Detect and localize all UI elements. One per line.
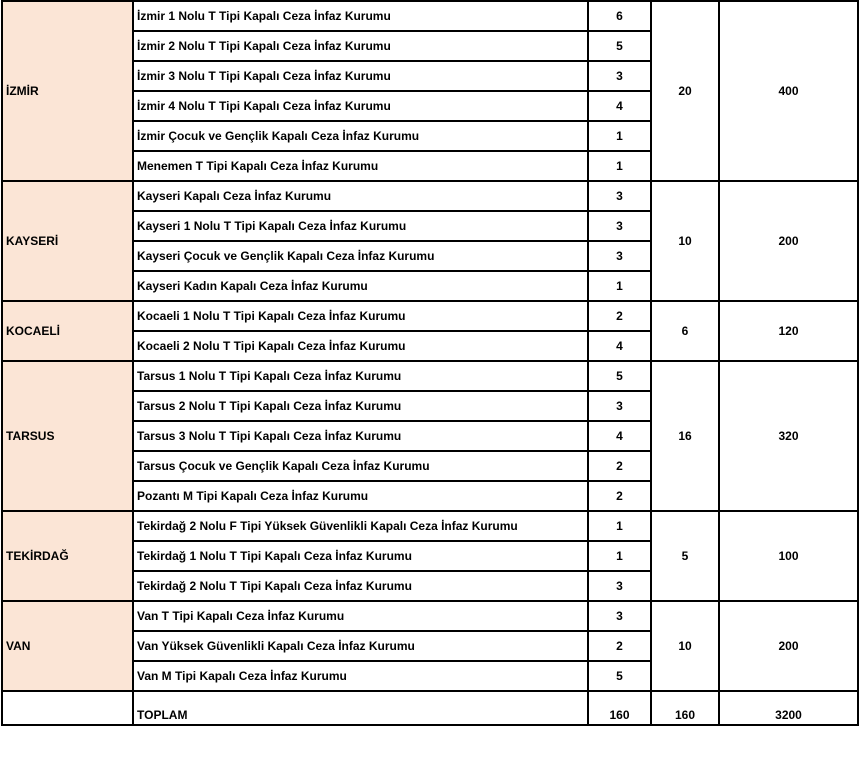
city-quota: 200 bbox=[719, 601, 858, 691]
table-row bbox=[2, 511, 858, 541]
institution-count: 4 bbox=[588, 91, 651, 121]
institution-name: İzmir Çocuk ve Gençlik Kapalı Ceza İnfaz Kurumu bbox=[133, 121, 588, 151]
city-quota: 100 bbox=[719, 511, 858, 601]
total-label: TOPLAM bbox=[133, 691, 588, 725]
institution-name: Kayseri Çocuk ve Gençlik Kapalı Ceza İnfaz Kurumu bbox=[133, 241, 588, 271]
city-total: 20 bbox=[651, 1, 719, 181]
city-cell: İZMİR bbox=[2, 1, 133, 181]
institution-count: 1 bbox=[588, 271, 651, 301]
institution-name: İzmir 4 Nolu T Tipi Kapalı Ceza İnfaz Kurumu bbox=[133, 91, 588, 121]
institution-count: 3 bbox=[588, 61, 651, 91]
institution-name: Tekirdağ 2 Nolu F Tipi Yüksek Güvenlikli Kapalı Ceza İnfaz Kurumu bbox=[133, 511, 588, 541]
city-quota: 200 bbox=[719, 181, 858, 301]
institution-name: Tarsus Çocuk ve Gençlik Kapalı Ceza İnfaz Kurumu bbox=[133, 451, 588, 481]
institution-name: Tarsus 2 Nolu T Tipi Kapalı Ceza İnfaz Kurumu bbox=[133, 391, 588, 421]
city-total: 10 bbox=[651, 601, 719, 691]
institution-count: 3 bbox=[588, 571, 651, 601]
institution-name: İzmir 1 Nolu T Tipi Kapalı Ceza İnfaz Kurumu bbox=[133, 1, 588, 31]
institution-name: Kayseri 1 Nolu T Tipi Kapalı Ceza İnfaz Kurumu bbox=[133, 211, 588, 241]
institution-count: 6 bbox=[588, 1, 651, 31]
city-quota: 400 bbox=[719, 1, 858, 181]
table-row bbox=[2, 181, 858, 211]
institution-count: 3 bbox=[588, 241, 651, 271]
institution-name: Tekirdağ 1 Nolu T Tipi Kapalı Ceza İnfaz Kurumu bbox=[133, 541, 588, 571]
institution-name: Kocaeli 2 Nolu T Tipi Kapalı Ceza İnfaz Kurumu bbox=[133, 331, 588, 361]
city-total: 16 bbox=[651, 361, 719, 511]
institution-name: Kayseri Kapalı Ceza İnfaz Kurumu bbox=[133, 181, 588, 211]
city-total: 6 bbox=[651, 301, 719, 361]
city-cell: VAN bbox=[2, 601, 133, 691]
institution-name: Van T Tipi Kapalı Ceza İnfaz Kurumu bbox=[133, 601, 588, 631]
institution-name: Kocaeli 1 Nolu T Tipi Kapalı Ceza İnfaz Kurumu bbox=[133, 301, 588, 331]
city-total: 10 bbox=[651, 181, 719, 301]
institution-name: Kayseri Kadın Kapalı Ceza İnfaz Kurumu bbox=[133, 271, 588, 301]
table-row bbox=[2, 301, 858, 331]
institution-count: 1 bbox=[588, 541, 651, 571]
city-quota: 320 bbox=[719, 361, 858, 511]
institution-count: 2 bbox=[588, 301, 651, 331]
city-cell: TEKİRDAĞ bbox=[2, 511, 133, 601]
table-row bbox=[2, 1, 858, 31]
institution-count: 3 bbox=[588, 601, 651, 631]
total-quota: 3200 bbox=[719, 691, 858, 725]
city-cell: TARSUS bbox=[2, 361, 133, 511]
total-count: 160 bbox=[588, 691, 651, 725]
institution-name: Menemen T Tipi Kapalı Ceza İnfaz Kurumu bbox=[133, 151, 588, 181]
city-quota: 120 bbox=[719, 301, 858, 361]
institution-count: 3 bbox=[588, 211, 651, 241]
institution-count: 5 bbox=[588, 361, 651, 391]
institution-count: 3 bbox=[588, 181, 651, 211]
institution-count: 3 bbox=[588, 391, 651, 421]
institution-count: 2 bbox=[588, 631, 651, 661]
city-total: 5 bbox=[651, 511, 719, 601]
table-row bbox=[2, 361, 858, 391]
institution-count: 4 bbox=[588, 331, 651, 361]
institution-name: Van M Tipi Kapalı Ceza İnfaz Kurumu bbox=[133, 661, 588, 691]
institution-count: 4 bbox=[588, 421, 651, 451]
total-empty-cell bbox=[2, 691, 133, 725]
institution-quota-table bbox=[1, 0, 859, 726]
institution-count: 5 bbox=[588, 31, 651, 61]
institution-count: 2 bbox=[588, 481, 651, 511]
institution-count: 1 bbox=[588, 151, 651, 181]
table-row bbox=[2, 601, 858, 631]
total-row bbox=[2, 691, 858, 725]
institution-count: 2 bbox=[588, 451, 651, 481]
institution-name: İzmir 3 Nolu T Tipi Kapalı Ceza İnfaz Kurumu bbox=[133, 61, 588, 91]
institution-name: Tarsus 3 Nolu T Tipi Kapalı Ceza İnfaz Kurumu bbox=[133, 421, 588, 451]
total-group-total: 160 bbox=[651, 691, 719, 725]
city-cell: KAYSERİ bbox=[2, 181, 133, 301]
institution-name: Tekirdağ 2 Nolu T Tipi Kapalı Ceza İnfaz Kurumu bbox=[133, 571, 588, 601]
institution-name: Van Yüksek Güvenlikli Kapalı Ceza İnfaz Kurumu bbox=[133, 631, 588, 661]
institution-count: 5 bbox=[588, 661, 651, 691]
institution-count: 1 bbox=[588, 121, 651, 151]
institution-name: Tarsus 1 Nolu T Tipi Kapalı Ceza İnfaz Kurumu bbox=[133, 361, 588, 391]
institution-name: İzmir 2 Nolu T Tipi Kapalı Ceza İnfaz Kurumu bbox=[133, 31, 588, 61]
institution-count: 1 bbox=[588, 511, 651, 541]
city-cell: KOCAELİ bbox=[2, 301, 133, 361]
institution-name: Pozantı M Tipi Kapalı Ceza İnfaz Kurumu bbox=[133, 481, 588, 511]
